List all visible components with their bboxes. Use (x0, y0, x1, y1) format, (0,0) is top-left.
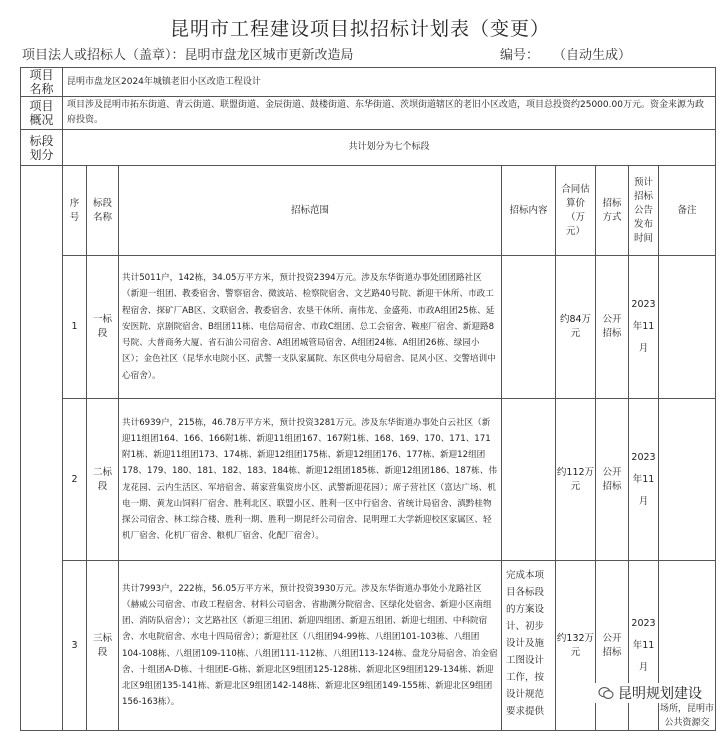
watermark (594, 683, 706, 703)
section-method: 公开 招标 (596, 256, 629, 399)
section-budget: 约112万 元 (556, 399, 596, 561)
section-publish: 2023 年11 月 (629, 399, 659, 561)
section-seq: 1 (63, 256, 87, 399)
section-content-empty (502, 399, 556, 561)
section-scope: 共计7993户，222栋，56.05万平方米，预计投资3930万元。涉及东华街道办事处小龙路社区（赫威公司宿舍、市政工程宿舍、材料公司宿舍、省勘测分院宿舍、区绿化处宿舍、新迎小区南组团、消防队宿舍）；文艺路社区（新迎三组团、新迎四组团、新迎五组团、新迎七组团、中科院宿舍、水电院宿舍、水电十四局宿舍）；新迎社区（八组团94-99栋、八组团101-103栋、八组团104-108栋、八组团109-110栋、八组团111-112栋、八组团113-124栋、盘龙分局宿舍、冶金宿舍、十组团A-D栋、十组团E-G栋、新迎北区9组团125-128栋、新迎北区9组团129-134栋、新迎北区9组团135-141栋、新迎北区9组团142-148栋、新迎北区9组团149-155栋、新迎北区9组团156-163栋）。 (119, 561, 502, 731)
number-value: （自动生成） (553, 48, 632, 63)
applicant-label: 项目法人或招标人（盖章）：昆明市盘龙区城市更新改造局 (22, 48, 354, 63)
header-content: 招标内容 (502, 166, 556, 256)
table-row (21, 256, 716, 399)
section-publish: 2023 年11 月 (629, 256, 659, 399)
section-seq: 2 (63, 399, 87, 561)
section-remark-empty (659, 399, 716, 561)
section-remark: 场所，昆明市公共资源交 (659, 561, 716, 731)
header-budget: 合同估 算价 （万 元） (556, 166, 596, 256)
page-title: 昆明市工程建设项目拟招标计划表（变更） (169, 18, 550, 40)
overview-value: 项目涉及昆明市拓东街道、青云街道、联盟街道、金辰街道、鼓楼街道、东华街道、茨坝街道辖区的老旧小区改造，项目总投资约25000.00万元。资金来源为政府投资。 (63, 97, 716, 130)
header-name: 标段 名称 (87, 166, 119, 256)
overview-label: 项目 概况 (21, 97, 63, 130)
section-budget: 约84万 元 (556, 256, 596, 399)
wechat-icon (598, 686, 614, 700)
section-scope: 共计5011户，142栋，34.05万平方米，预计投资2394万元。涉及东华街道办事处团团路社区（新迎一组团、教委宿舍、警察宿舍、微波站、检察院宿舍、文艺路40号院、新迎干休所、市政工程宿舍、探矿厂AB区、文联宿舍、教委宿舍、农垦干休所、南伟龙、金盛苑、市政A组团25栋、延安医院、京剧院宿舍、B组团11栋、电信局宿舍、市政C组团、总工会宿舍、鞍座厂宿舍、新迎路8号院、大普商务大厦、省石油公司宿舍、A组团城管局宿舍、A组团24栋、A组团26栋、绿园小区）；金色社区（昆华水电院小区、武警一支队家属院、东区供电分局宿舍、昆风小区、交警培训中心宿舍）。 (119, 256, 502, 399)
section-content-empty (502, 256, 556, 399)
watermark-text: 昆明规划建设 (618, 686, 702, 702)
table-row (21, 561, 716, 731)
project-name-value: 昆明市盘龙区2024年城镇老旧小区改造工程设计 (63, 68, 716, 97)
section-method: 公开 招标 (596, 561, 629, 731)
section-name: 一标 段 (87, 256, 119, 399)
table-row (21, 399, 716, 561)
header-scope: 招标范围 (119, 166, 502, 256)
header-publish: 预计 招标 公告 发布 时间 (629, 166, 659, 256)
project-name-label: 项目 名称 (21, 68, 63, 97)
division-label: 标段 划分 (21, 130, 63, 166)
division-value: 共计划分为七个标段 (63, 130, 716, 166)
section-seq: 3 (63, 561, 87, 731)
header-method: 招标 方式 (596, 166, 629, 256)
section-scope: 共计6939户，215栋，46.78万平方米，预计投资3281万元。涉及东华街道办事处白云社区（新迎11组团164、166、166附1栋、新迎11组团167、167附1栋、168、169、170、171、171附1栋、新迎11组团173、174栋、新迎12组团175栋、新迎12组团176、177栋、新迎12组团178、179、180、181、182、183、184栋、新迎12组团185栋、新迎12组团186、187栋、伟龙花园、云内生活区、军培宿舍、蒋家营集资房小区、武警新迎花园）；席子营社区（富达广场、机电一期、黄龙山饲料厂宿舍、胜利北区、联盟小区、胜利一区中行宿舍、省统计局宿舍、滇黔桂物探公司宿舍、林工综合楼、胜利一期、胜利一期昆纤公司宿舍、昆明理工大学新迎校区家属区、轻机厂宿舍、化机厂宿舍、粮机厂宿舍、化配厂宿舍）。 (119, 399, 502, 561)
section-budget: 约132万 元 (556, 561, 596, 731)
section-method: 公开 招标 (596, 399, 629, 561)
header-remark: 备注 (659, 166, 716, 256)
header-seq: 序 号 (63, 166, 87, 256)
section-name: 二标 段 (87, 399, 119, 561)
division-spacer (21, 166, 63, 731)
section-name: 三标 段 (87, 561, 119, 731)
bid-plan-table (20, 67, 716, 731)
number-label: 编号： (500, 48, 540, 63)
section-publish: 2023 年11 月 (629, 561, 659, 731)
section-content: 完成本项目各标段的方案设计、初步设计及施工图设计工作，按设计规范要求提供 (502, 561, 556, 731)
section-remark-empty (659, 256, 716, 399)
